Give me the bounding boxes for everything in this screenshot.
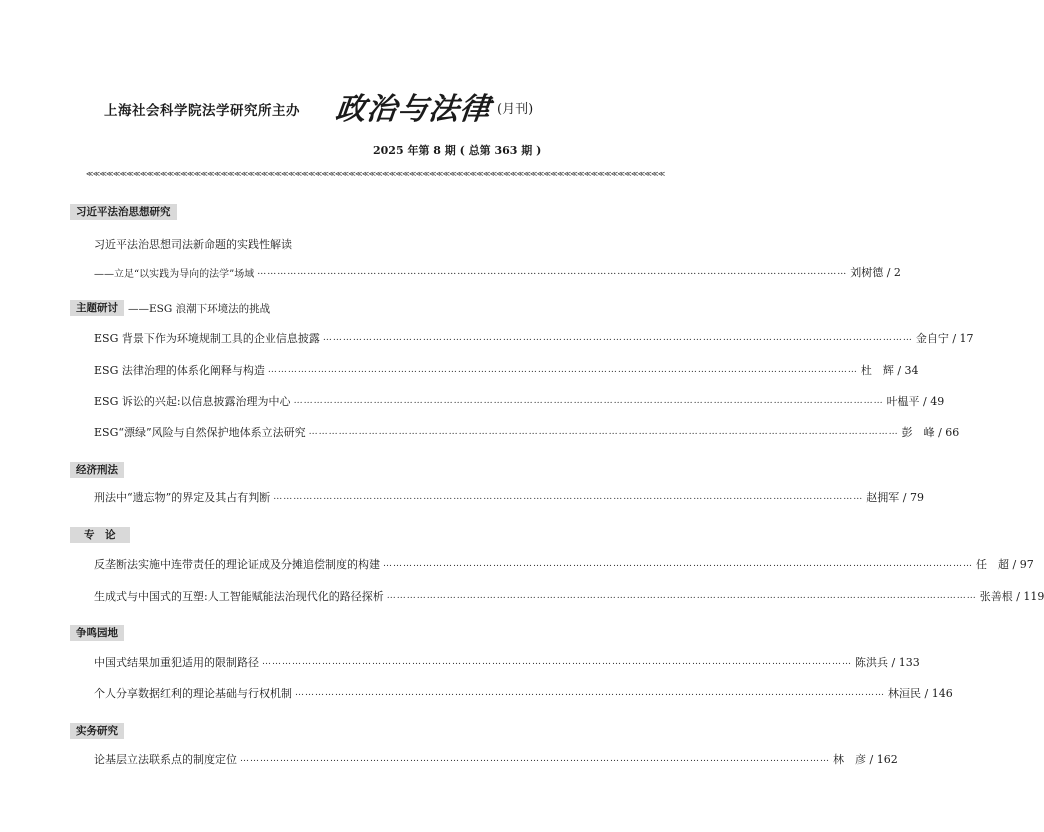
- decorative-rule: ≪≪≪≪≪≪≪≪≪≪≪≪≪≪≪≪≪≪≪≪≪≪≪≪≪≪≪≪≪≪≪≪≪≪≪≪≪≪≪≪≪≪≪≪≪≪≪≪≪≪≪≪≪≪≪≪≪≪≪≪≪≪≪≪≪≪≪≪≪≪≪≪≪≪≪≪≪≪≪≪≪≪≪≪≪≪: [86, 170, 665, 178]
- toc-author-page: 刘树德 / 2: [850, 266, 901, 279]
- toc-subtitle: ——立足“以实践为导向的法学”场域: [94, 268, 255, 280]
- section-tag: 争鸣园地: [70, 625, 124, 641]
- section-note: ——ESG 浪潮下环境法的挑战: [128, 303, 271, 315]
- leader-dots: [383, 559, 973, 569]
- toc-title: 个人分享数据红利的理论基础与行权机制: [94, 687, 292, 700]
- toc-entry[interactable]: [94, 424, 960, 440]
- toc-author-page: 赵拥军 / 79: [866, 491, 924, 504]
- toc-title: ESG“漂绿”风险与自然保护地体系立法研究: [94, 426, 306, 439]
- leader-dots: [323, 333, 913, 343]
- toc-author-page: 任 超 / 97: [976, 558, 1034, 571]
- toc-entry[interactable]: [94, 556, 1034, 572]
- toc-entry[interactable]: [94, 264, 901, 280]
- toc-author-page: 叶榅平 / 49: [886, 395, 945, 408]
- toc-title: ESG 法律治理的体系化阐释与构造: [94, 364, 265, 377]
- toc-title: 反垄断法实施中连带责任的理论证成及分摊追偿制度的构建: [94, 558, 380, 571]
- toc-author-page: 杜 辉 / 34: [860, 364, 919, 377]
- leader-dots: [294, 396, 884, 406]
- leader-dots: [262, 657, 852, 667]
- leader-dots: [295, 688, 885, 698]
- toc-entry[interactable]: [94, 393, 945, 409]
- leader-dots: [240, 754, 830, 764]
- toc-title: 中国式结果加重犯适用的限制路径: [94, 656, 259, 669]
- toc-title: ESG 背景下作为环境规制工具的企业信息披露: [94, 332, 320, 345]
- toc-title: 刑法中“遗忘物”的界定及其占有判断: [94, 491, 271, 504]
- toc-author-page: 林 彦 / 162: [833, 753, 898, 766]
- leader-dots: [268, 365, 858, 375]
- journal-title: 政治与法律: [333, 92, 493, 127]
- toc-author-page: 张善根 / 119: [979, 590, 1044, 603]
- publisher-line: 上海社会科学院法学研究所主办: [104, 103, 300, 119]
- section-tag: 主题研讨: [70, 300, 124, 316]
- section-tag: 经济刑法: [70, 462, 124, 478]
- toc-title[interactable]: 习近平法治思想司法新命题的实践性解读: [94, 238, 292, 251]
- toc-title: 论基层立法联系点的制度定位: [94, 753, 237, 766]
- toc-entry[interactable]: [94, 685, 953, 701]
- toc-entry[interactable]: [94, 751, 898, 767]
- toc-entry[interactable]: [94, 588, 1044, 604]
- toc-entry[interactable]: [94, 654, 920, 670]
- toc-title: ESG 诉讼的兴起:以信息披露治理为中心: [94, 395, 291, 408]
- toc-author-page: 彭 峰 / 66: [901, 426, 960, 439]
- toc-author-page: 林洹民 / 146: [888, 687, 953, 700]
- issue-number: 2025 年第 8 期 ( 总第 363 期 ): [373, 144, 542, 157]
- leader-dots: [257, 267, 847, 277]
- leader-dots: [273, 492, 863, 502]
- leader-dots: [387, 591, 977, 601]
- toc-author-page: 陈洪兵 / 133: [855, 656, 920, 669]
- toc-entry[interactable]: [94, 362, 919, 378]
- leader-dots: [309, 427, 899, 437]
- toc-entry[interactable]: [94, 489, 924, 505]
- toc-author-page: 金自宁 / 17: [915, 332, 974, 345]
- section-tag: 专 论: [70, 527, 130, 543]
- section-tag: 实务研究: [70, 723, 124, 739]
- section-tag: 习近平法治思想研究: [70, 204, 177, 220]
- journal-frequency: (月刊): [497, 102, 534, 117]
- toc-title: 生成式与中国式的互塑:人工智能赋能法治现代化的路径探析: [94, 590, 384, 603]
- toc-entry[interactable]: [94, 330, 974, 346]
